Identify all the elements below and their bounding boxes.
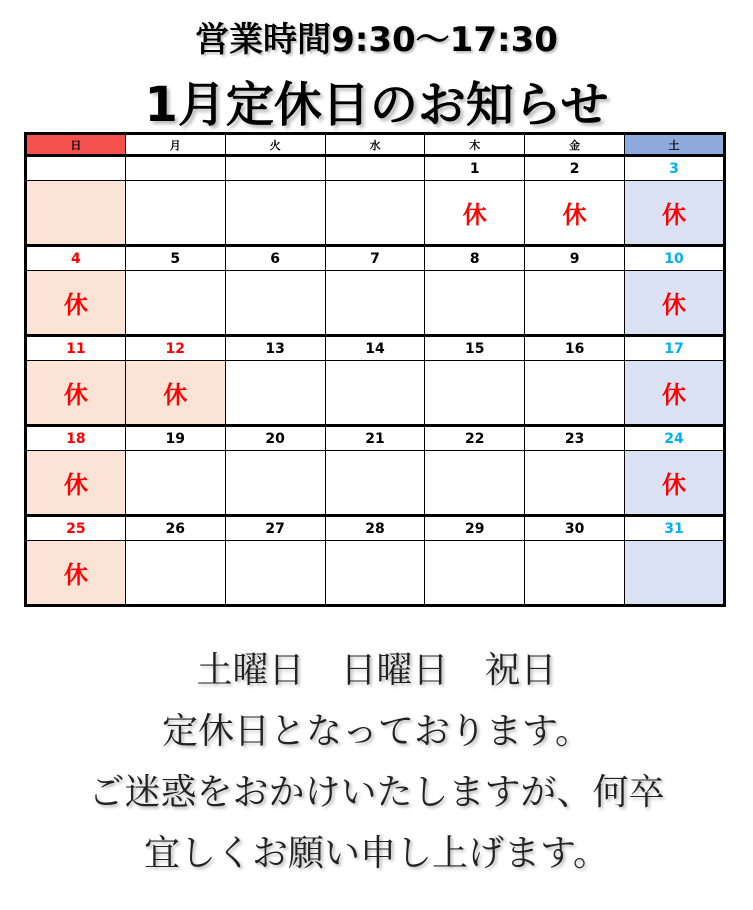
weekday-header-row bbox=[26, 134, 725, 156]
date-cell bbox=[125, 271, 225, 336]
business-hours: 営業時間9:30～17:30 bbox=[195, 20, 558, 60]
date-number: 7 bbox=[325, 246, 425, 271]
date-cell bbox=[125, 361, 225, 426]
date-number: 11 bbox=[26, 336, 126, 361]
date-cell bbox=[325, 541, 425, 606]
date-number: 24 bbox=[625, 426, 725, 451]
date-cell bbox=[125, 451, 225, 516]
weekday-header-mon: 月 bbox=[125, 134, 225, 156]
closed-mark: 休 bbox=[63, 381, 88, 409]
date-number: 16 bbox=[525, 336, 625, 361]
date-number: 15 bbox=[425, 336, 525, 361]
date-number: 20 bbox=[225, 426, 325, 451]
date-number: 21 bbox=[325, 426, 425, 451]
date-number: 30 bbox=[525, 516, 625, 541]
date-cell bbox=[325, 451, 425, 516]
weekday-header-thu: 木 bbox=[425, 134, 525, 156]
date-body-row bbox=[26, 271, 725, 336]
date-number-row bbox=[26, 246, 725, 271]
date-number: 14 bbox=[325, 336, 425, 361]
date-number bbox=[225, 156, 325, 181]
date-number: 29 bbox=[425, 516, 525, 541]
page-title: 1月定休日のお知らせ bbox=[144, 77, 609, 133]
closed-mark: 休 bbox=[163, 381, 188, 409]
notice-line: 土曜日 日曜日 祝日 bbox=[196, 650, 557, 691]
closed-mark: 休 bbox=[63, 561, 88, 589]
date-number: 4 bbox=[26, 246, 126, 271]
weekday-header-tue: 火 bbox=[225, 134, 325, 156]
date-number: 9 bbox=[525, 246, 625, 271]
date-number: 26 bbox=[125, 516, 225, 541]
date-cell bbox=[625, 271, 725, 336]
date-cell bbox=[225, 361, 325, 426]
date-cell bbox=[125, 181, 225, 246]
holiday-calendar bbox=[24, 132, 726, 607]
date-number: 31 bbox=[625, 516, 725, 541]
weekday-header-wed: 水 bbox=[325, 134, 425, 156]
date-cell bbox=[625, 451, 725, 516]
date-cell bbox=[26, 181, 126, 246]
date-number: 23 bbox=[525, 426, 625, 451]
date-number-row bbox=[26, 516, 725, 541]
date-number: 6 bbox=[225, 246, 325, 271]
date-cell bbox=[525, 181, 625, 246]
date-number: 27 bbox=[225, 516, 325, 541]
date-number: 5 bbox=[125, 246, 225, 271]
date-number: 22 bbox=[425, 426, 525, 451]
closed-mark: 休 bbox=[63, 471, 88, 499]
date-number: 19 bbox=[125, 426, 225, 451]
date-body-row bbox=[26, 541, 725, 606]
date-cell bbox=[425, 271, 525, 336]
date-cell bbox=[525, 451, 625, 516]
notice-line: 宜しくお願い申し上げます。 bbox=[143, 833, 610, 874]
weekday-header-fri: 金 bbox=[525, 134, 625, 156]
closed-mark: 休 bbox=[662, 381, 687, 409]
date-cell bbox=[225, 181, 325, 246]
date-cell bbox=[425, 181, 525, 246]
weekday-header-sun: 日 bbox=[26, 134, 126, 156]
weekday-header-sat: 土 bbox=[625, 134, 725, 156]
date-cell bbox=[625, 181, 725, 246]
date-body-row bbox=[26, 451, 725, 516]
closed-mark: 休 bbox=[562, 201, 587, 229]
date-cell bbox=[225, 271, 325, 336]
date-cell bbox=[26, 451, 126, 516]
closed-mark: 休 bbox=[662, 291, 687, 319]
closed-mark: 休 bbox=[662, 201, 687, 229]
date-cell bbox=[125, 541, 225, 606]
date-number: 28 bbox=[325, 516, 425, 541]
date-number: 25 bbox=[26, 516, 126, 541]
closed-mark: 休 bbox=[462, 201, 487, 229]
date-cell bbox=[425, 541, 525, 606]
date-cell bbox=[225, 541, 325, 606]
date-cell bbox=[325, 181, 425, 246]
date-number: 1 bbox=[425, 156, 525, 181]
notice-line: ご迷惑をおかけいたしますが、何卒 bbox=[88, 772, 665, 813]
date-number: 10 bbox=[625, 246, 725, 271]
date-number bbox=[325, 156, 425, 181]
date-number-row bbox=[26, 156, 725, 181]
closed-mark: 休 bbox=[662, 471, 687, 499]
date-cell bbox=[425, 361, 525, 426]
date-cell bbox=[625, 361, 725, 426]
date-number-row bbox=[26, 336, 725, 361]
date-number bbox=[26, 156, 126, 181]
date-cell bbox=[525, 541, 625, 606]
date-number: 13 bbox=[225, 336, 325, 361]
date-cell bbox=[325, 361, 425, 426]
date-cell bbox=[525, 361, 625, 426]
date-cell bbox=[26, 541, 126, 606]
date-cell bbox=[225, 451, 325, 516]
date-cell bbox=[325, 271, 425, 336]
date-number: 3 bbox=[625, 156, 725, 181]
closed-mark: 休 bbox=[63, 291, 88, 319]
date-number: 17 bbox=[625, 336, 725, 361]
closing-notice bbox=[0, 640, 753, 884]
date-cell bbox=[26, 271, 126, 336]
date-number: 18 bbox=[26, 426, 126, 451]
date-cell bbox=[525, 271, 625, 336]
date-number: 12 bbox=[125, 336, 225, 361]
date-number: 8 bbox=[425, 246, 525, 271]
date-number bbox=[125, 156, 225, 181]
date-body-row bbox=[26, 181, 725, 246]
date-body-row bbox=[26, 361, 725, 426]
date-cell bbox=[625, 541, 725, 606]
date-cell bbox=[425, 451, 525, 516]
date-number: 2 bbox=[525, 156, 625, 181]
date-cell bbox=[26, 361, 126, 426]
notice-line: 定休日となっております。 bbox=[161, 711, 592, 752]
date-number-row bbox=[26, 426, 725, 451]
